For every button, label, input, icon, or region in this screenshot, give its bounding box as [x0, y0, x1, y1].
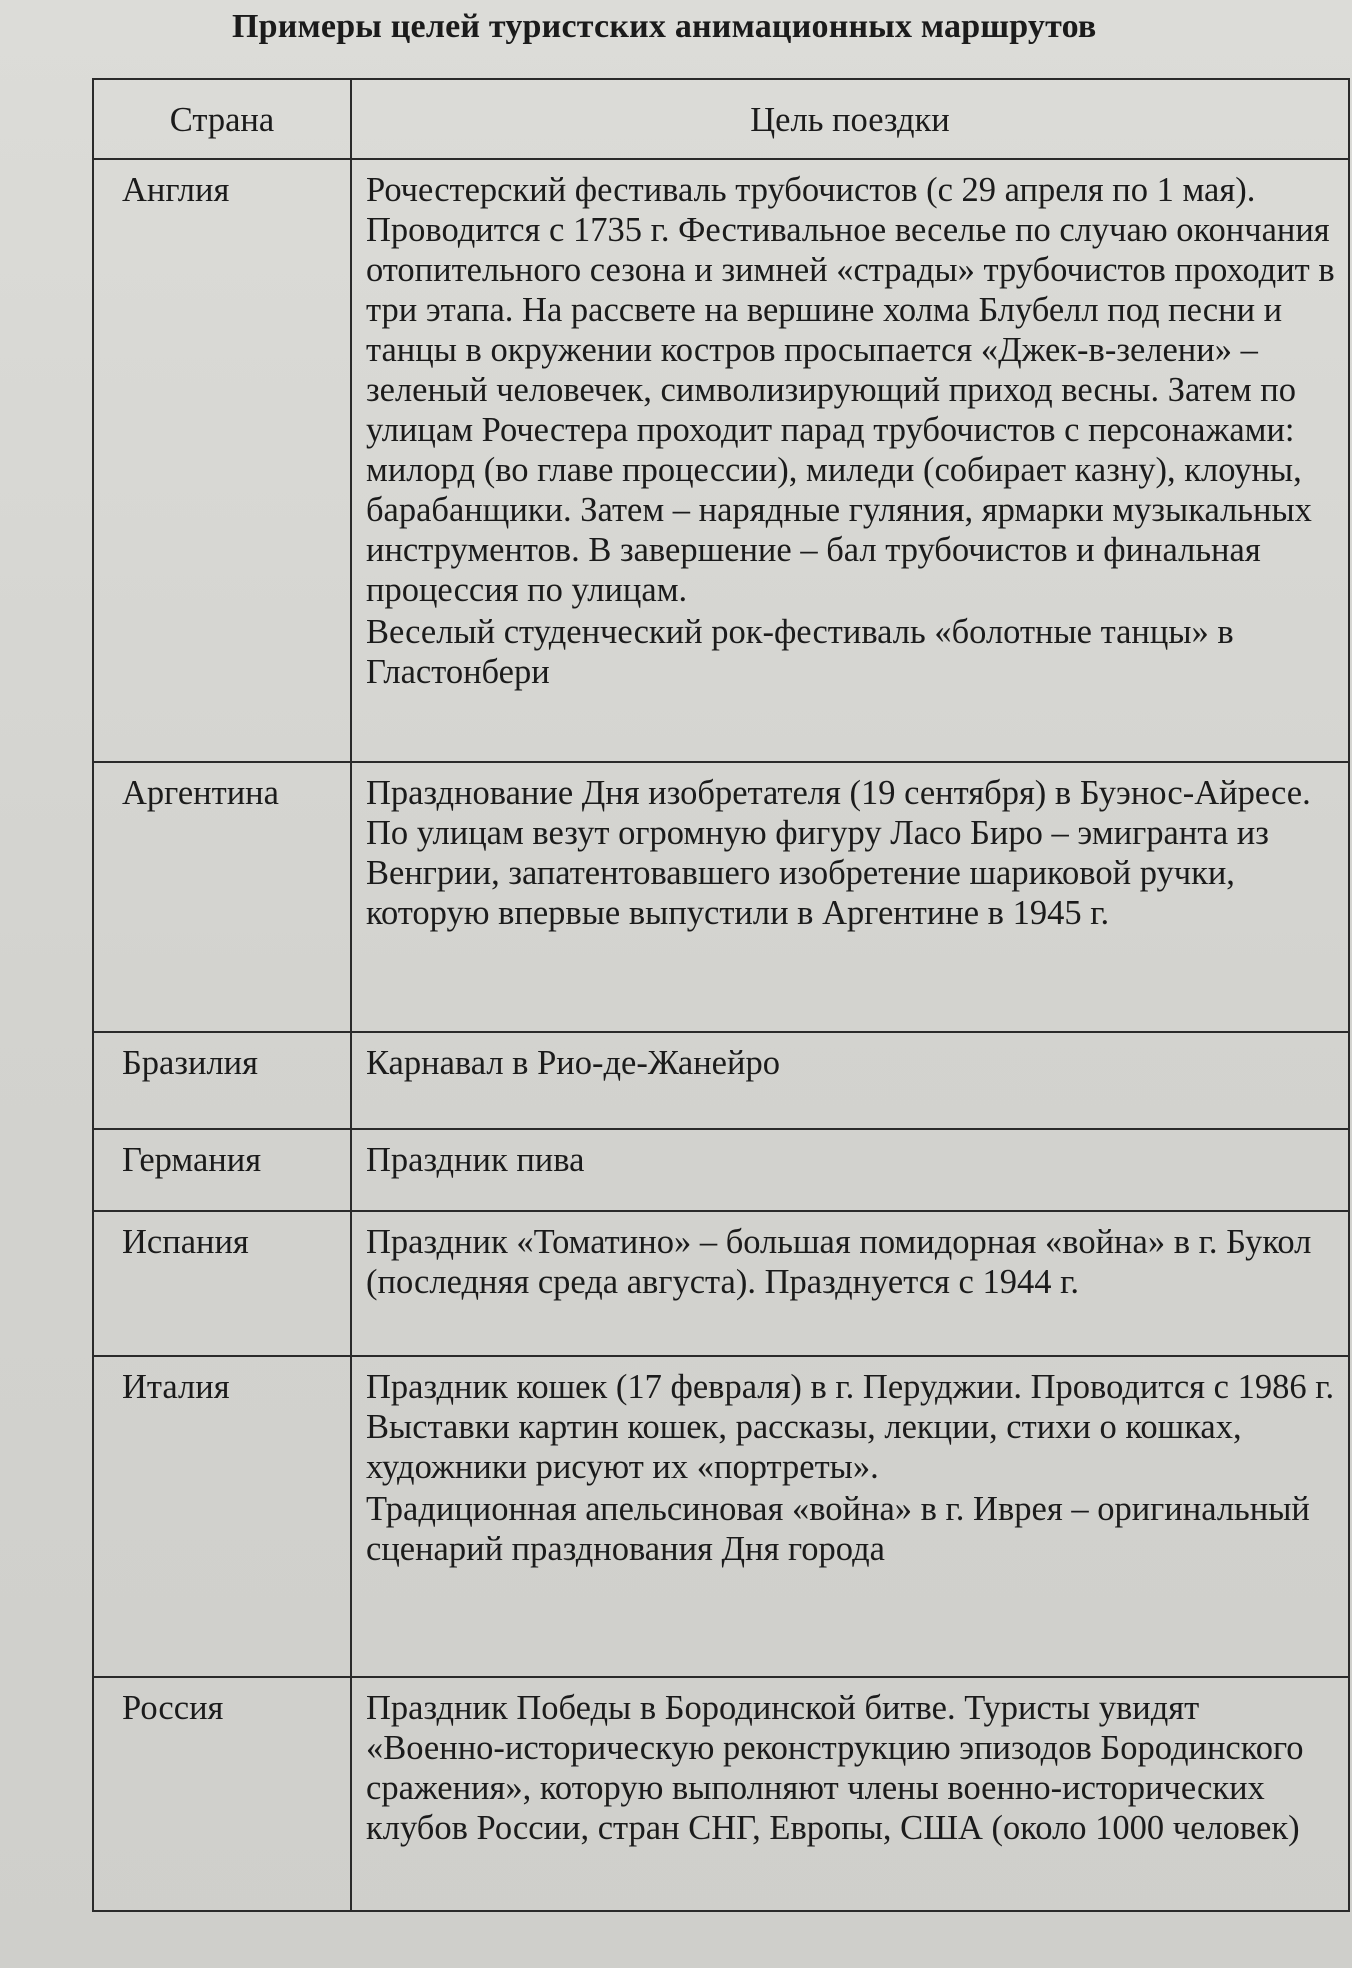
country-cell: Италия [93, 1356, 351, 1676]
country-cell: Англия [93, 159, 351, 762]
country-cell: Германия [93, 1129, 351, 1211]
goal-cell [351, 1677, 1349, 1911]
goal-entry: Традиционная апельсиновая «война» в г. Иврея – оригинальный сценарий празднования Дня города [366, 1490, 1310, 1569]
goal-cell [351, 159, 1349, 762]
table-header-row [93, 79, 1349, 159]
header-goal: Цель поездки [351, 79, 1349, 159]
goal-cell [351, 762, 1349, 1032]
table-row [93, 762, 1349, 1032]
goal-entry: Празднование Дня изобретателя (19 сентября) в Буэнос-Айресе. По улицам везут огромную фигуру Ласо Биро – эмигранта из Венгрии, запатентовавшего изобретение шариковой ручки, которую впервые выпустили в Аргентине в 1945 г. [366, 774, 1311, 933]
goal-entry: Карнавал в Рио-де-Жанейро [366, 1043, 780, 1082]
goal-entry: Праздник кошек (17 февраля) в г. Перуджии. Проводится с 1986 г. Выставки картин кошек, рассказы, лекции, стихи о кошках, художники рисуют их «портреты». [366, 1368, 1335, 1487]
table-row [93, 1129, 1349, 1211]
goals-table [92, 78, 1350, 1912]
country-cell: Испания [93, 1211, 351, 1357]
goal-entry: Праздник «Томатино» – большая помидорная «война» в г. Букол (последняя среда августа). Празднуется с 1944 г. [366, 1222, 1312, 1301]
table-row [93, 159, 1349, 762]
table-row [93, 1677, 1349, 1911]
goal-cell [351, 1032, 1349, 1129]
goal-entry: Веселый студенческий рок-фестиваль «болотные танцы» в Гластонбери [366, 613, 1234, 691]
table-row [93, 1356, 1349, 1676]
goal-entry: Рочестерский фестиваль трубочистов (с 29 апреля по 1 мая). Проводится с 1735 г. Фестивальное веселье по случаю окончания отопительного сезона и зимней «страды» трубочистов проходит в три этапа. На рассвете на вершине холма Блубелл под песни и танцы в окружении костров просыпается «Джек-в-зелени» – зеленый человечек, символизирующий приход весны. Затем по улицам Рочестера проходит парад трубочистов с персонажами: милорд (во главе процессии), миледи (собирает казну), клоуны, барабанщики. Затем – нарядные гуляния, ярмарки музыкальных инструментов. В завершение – бал трубочистов и финальная процессия по улицам. [366, 171, 1335, 609]
goal-entry: Праздник Победы в Бородинской битве. Туристы увидят «Военно-историческую реконструкцию эпизодов Бородинского сражения», которую выполняют члены военно-исторических клубов России, стран СНГ, Европы, США (около 1000 человек) [366, 1688, 1304, 1847]
table-row [93, 1211, 1349, 1357]
country-cell: Аргентина [93, 762, 351, 1032]
header-country: Страна [93, 79, 351, 159]
table-title: Примеры целей туристских анимационных маршрутов [232, 8, 1097, 45]
table-row [93, 1032, 1349, 1129]
goal-cell [351, 1211, 1349, 1357]
goal-entry: Праздник пива [366, 1140, 585, 1179]
goal-cell [351, 1129, 1349, 1211]
country-cell: Россия [93, 1677, 351, 1911]
country-cell: Бразилия [93, 1032, 351, 1129]
goal-cell [351, 1356, 1349, 1676]
